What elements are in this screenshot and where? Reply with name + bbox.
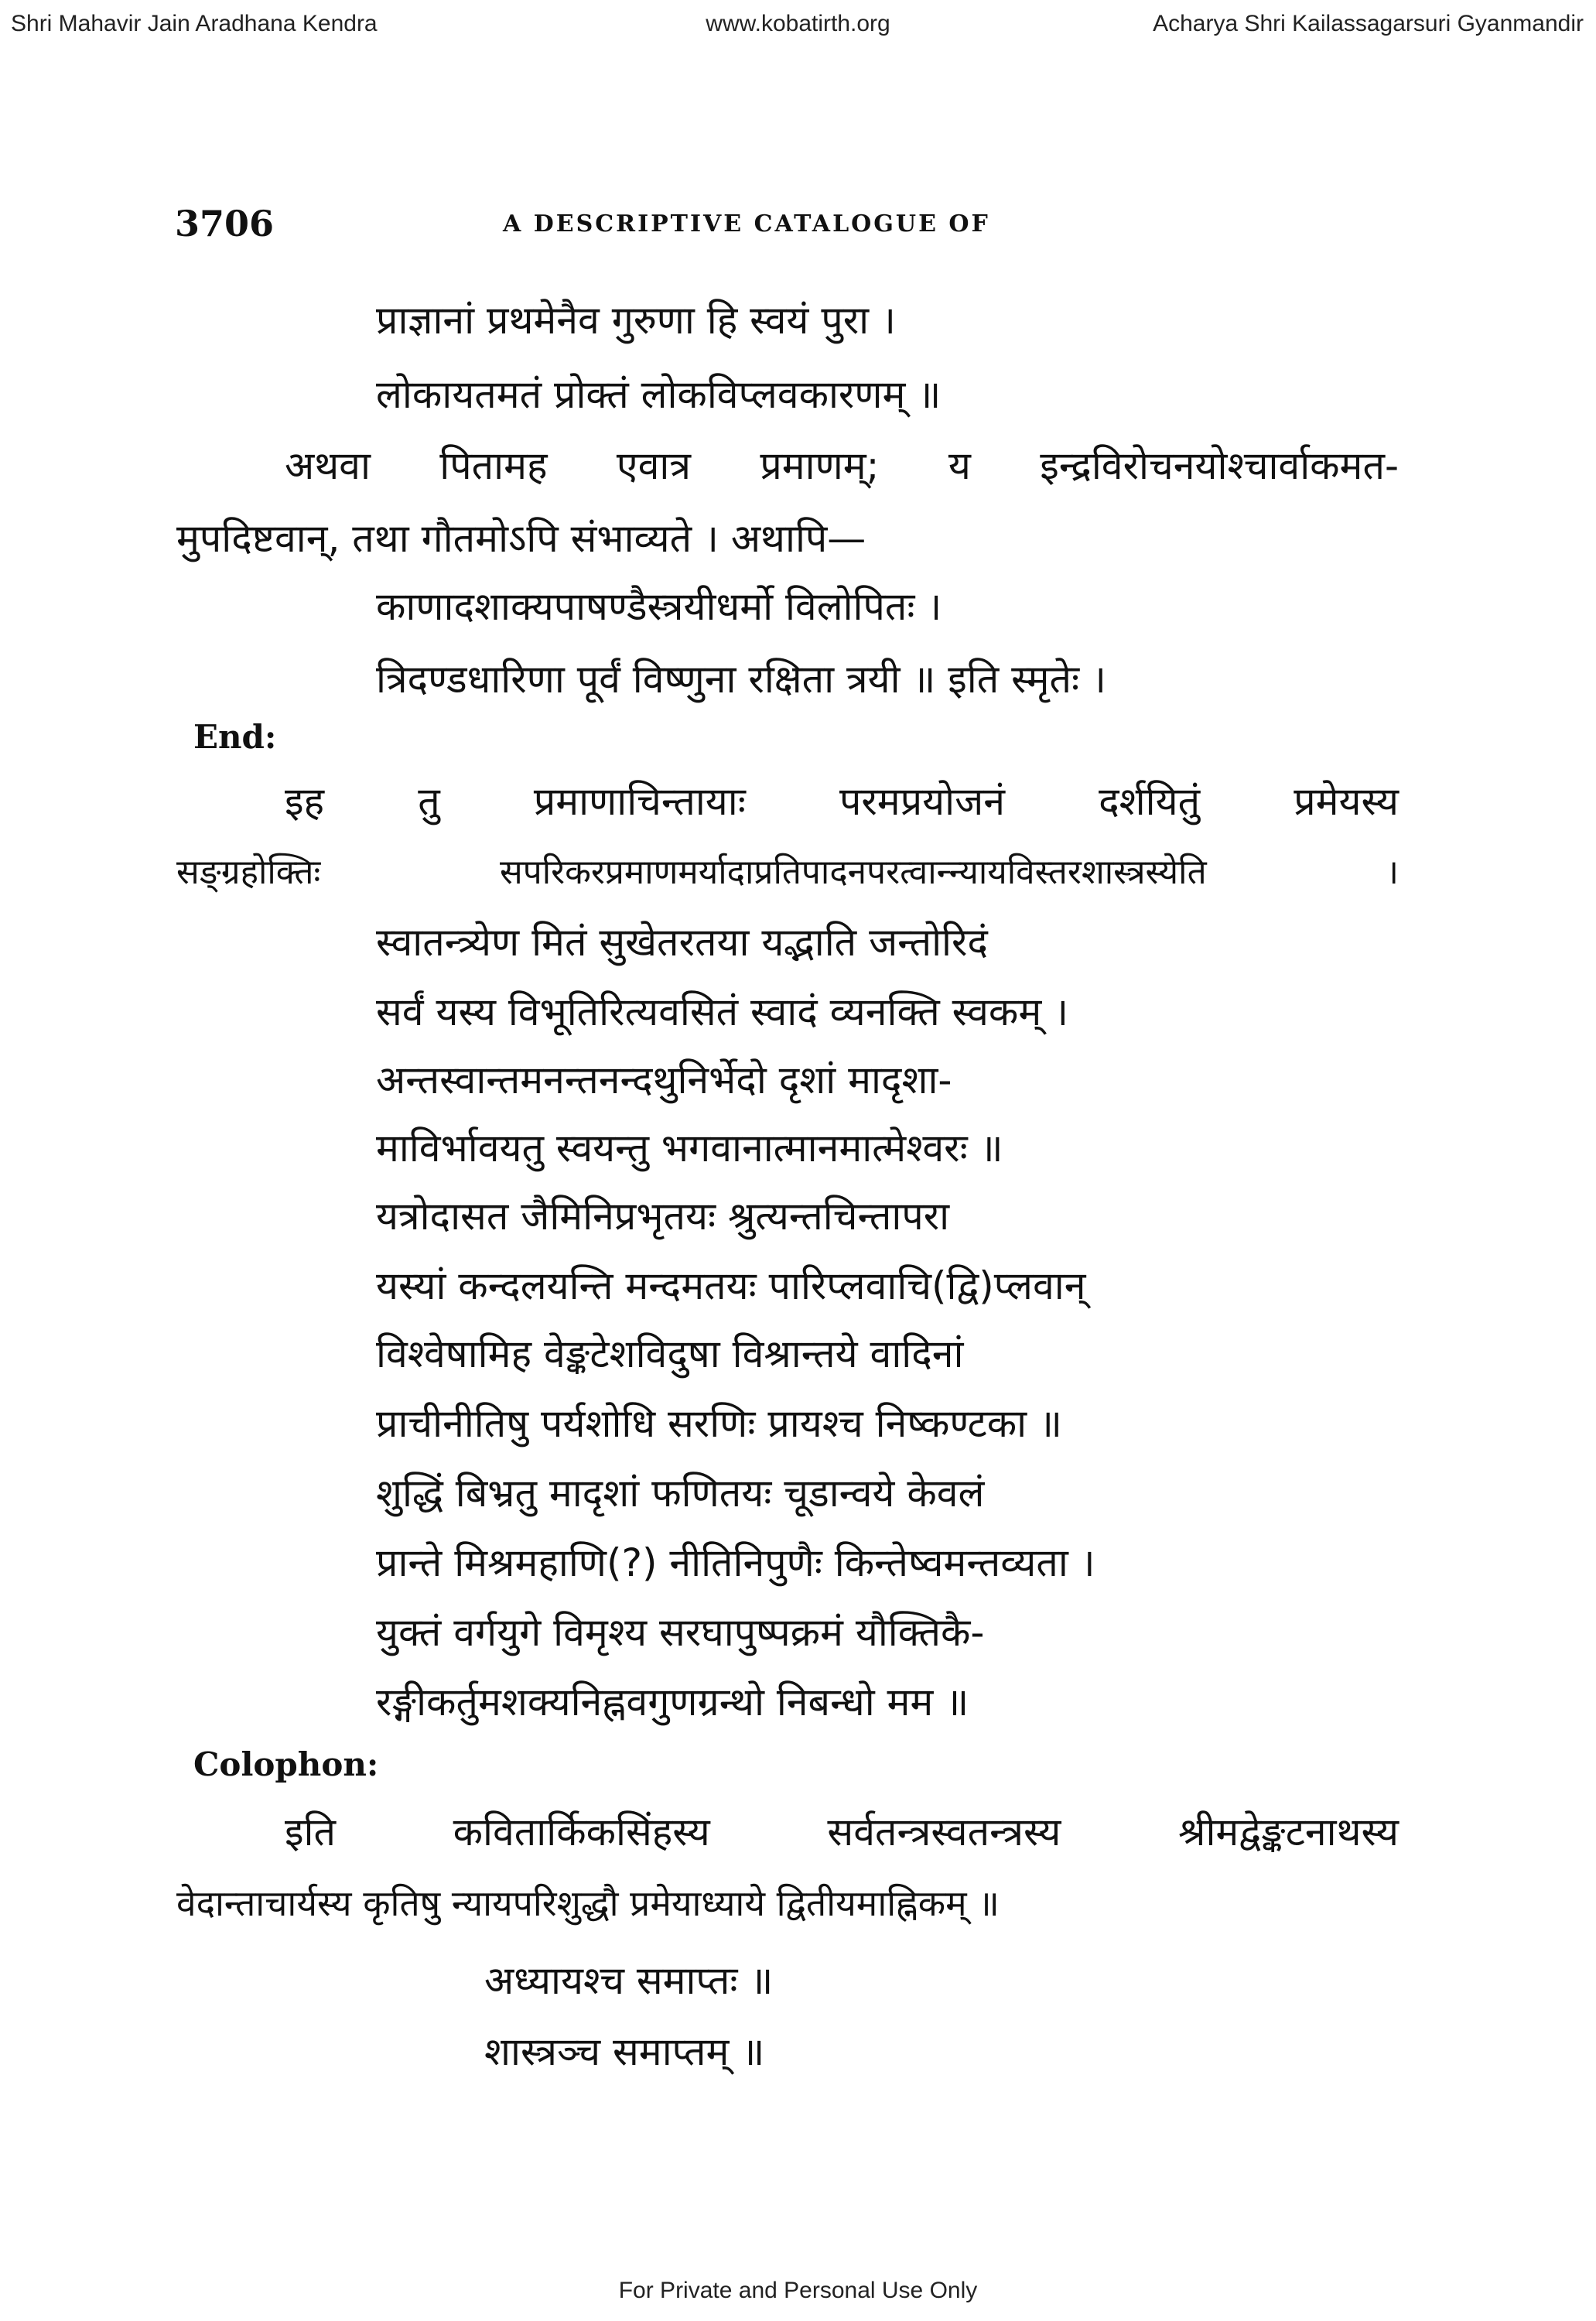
- colophon-line: वेदान्ताचार्यस्य कृतिषु न्यायपरिशुद्धौ प्रमेयाध्याये द्वितीयमाह्निकम् ॥: [176, 1882, 1000, 1924]
- end-line: सङ्ग्रहोक्तिः सपरिकरप्रमाणमर्यादाप्रतिपादनपरत्वान्न्यायविस्तरशास्त्रस्येति ।: [176, 853, 1399, 892]
- end-line: प्राचीनीतिषु पर्यशोधि सरणिः प्रायश्च निष्कण्टका ॥: [376, 1401, 1062, 1446]
- end-line: शुद्धिं बिभ्रतु मादृशां फणितयः चूडान्वये केवलं: [376, 1471, 985, 1516]
- end-line: स्वातन्त्र्येण मितं सुखेतरतया यद्भाति जन्तोरिदं: [376, 920, 988, 965]
- end-line: विश्वेषामिह वेङ्कटेशविदुषा विश्रान्तये वादिनां: [376, 1331, 964, 1376]
- header-right-text: Acharya Shri Kailassagarsuri Gyanmandir: [1153, 11, 1584, 36]
- colophon-line: शास्त्रञ्च समाप्तम् ॥: [484, 2029, 765, 2074]
- end-line: यस्यां कन्दलयन्ति मन्दमतयः पारिप्लवाचि(द्वि)प्लवान्: [376, 1263, 1086, 1308]
- header-website-text: www.kobatirth.org: [706, 11, 890, 36]
- header-left-text: Shri Mahavir Jain Aradhana Kendra: [11, 11, 378, 36]
- page-number: 3706: [175, 203, 275, 244]
- end-line: रङ्गीकर्तुमशक्यनिह्नवगुणग्रन्थो निबन्धो मम ॥: [376, 1680, 969, 1725]
- opening-line: प्राज्ञानां प्रथमेनैव गुरुणा हि स्वयं पुरा ।: [376, 298, 896, 343]
- end-line: युक्तं वर्गयुगे विमृश्य सरघापुष्पक्रमं यौक्तिकै-: [376, 1610, 985, 1655]
- opening-line: काणादशाक्यपाषण्डैस्त्रयीधर्मो विलोपितः ।: [376, 584, 942, 629]
- opening-line: मुपदिष्टवान्, तथा गौतमोऽपि संभाव्यते । अथापि—: [176, 516, 866, 561]
- end-line: माविर्भावयतु स्वयन्तु भगवानात्मानमात्मेश्वरः ॥: [376, 1126, 1003, 1171]
- colophon-heading: Colophon:: [193, 1745, 379, 1783]
- opening-line: त्रिदण्डधारिणा पूर्वं विष्णुना रक्षिता त्रयी ॥ इति स्मृतेः ।: [376, 657, 1106, 702]
- running-title: A DESCRIPTIVE CATALOGUE OF: [503, 210, 990, 238]
- opening-line: लोकायतमतं प्रोक्तं लोकविप्लवकारणम् ॥: [376, 372, 942, 417]
- end-line: यत्रोदासत जैमिनिप्रभृतयः श्रुत्यन्तचिन्तापरा: [376, 1194, 950, 1239]
- end-line: इह तु प्रमाणाचिन्तायाः परमप्रयोजनं दर्शयितुं प्रमेयस्य: [285, 779, 1399, 824]
- end-line: प्रान्ते मिश्रमहाणि(?) नीतिनिपुणैः किन्तेष्वमन्तव्यता ।: [376, 1540, 1095, 1585]
- end-heading: End:: [193, 718, 277, 756]
- footer-text: For Private and Personal Use Only: [618, 2278, 978, 2303]
- end-line: सर्वं यस्य विभूतिरित्यवसितं स्वादं व्यनक्ति स्वकम् ।: [376, 990, 1069, 1034]
- end-line: अन्तस्वान्तमनन्तनन्दथुनिर्भेदो दृशां मादृशा-: [376, 1058, 952, 1102]
- colophon-line: अध्यायश्च समाप्तः ॥: [484, 1958, 774, 2003]
- opening-line: अथवा पितामह एवात्र प्रमाणम्; य इन्द्रविरोचनयोश्चार्वाकमत-: [285, 443, 1399, 488]
- colophon-line: इति कवितार्किकसिंहस्य सर्वतन्त्रस्वतन्त्रस्य श्रीमद्वेङ्कटनाथस्य: [285, 1810, 1399, 1854]
